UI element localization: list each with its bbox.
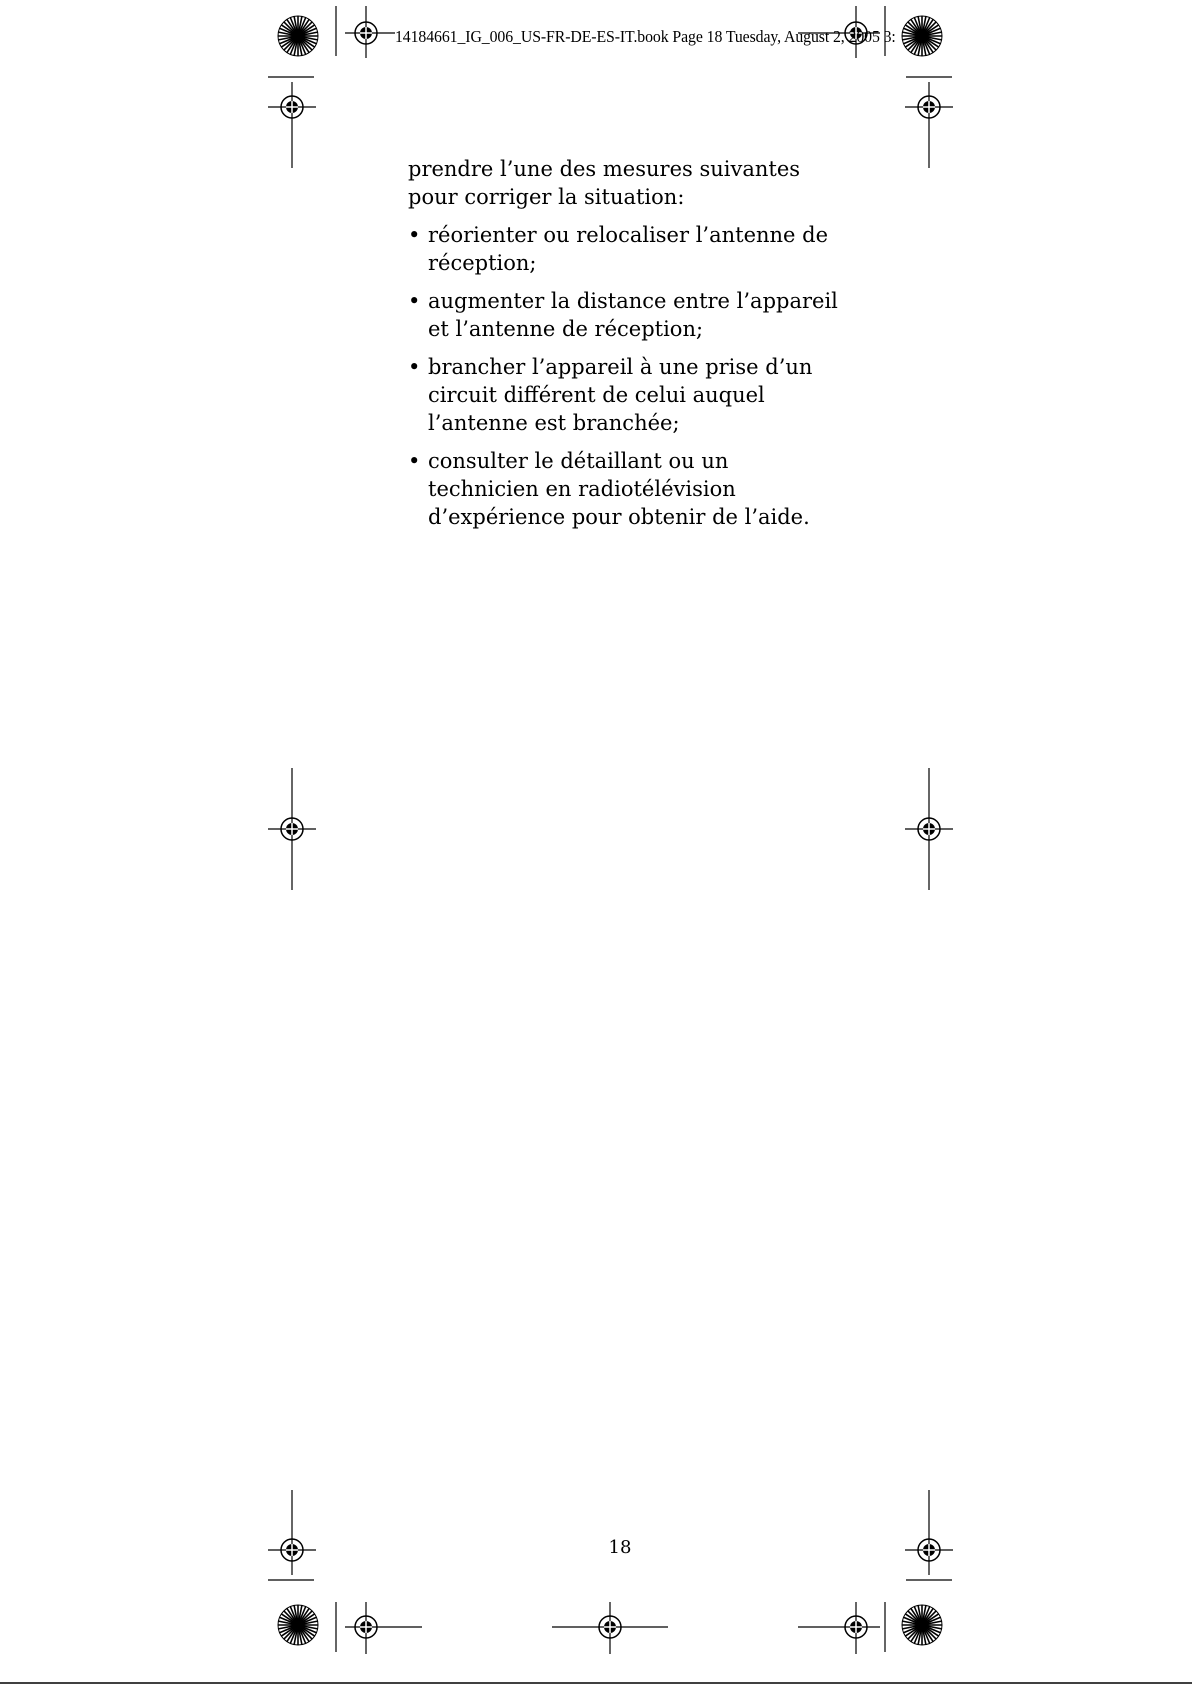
crop-mark-bottom-left: [268, 1490, 316, 1580]
list-item-text: augmenter la distance entre l’appareil et l’antenne de réception;: [428, 289, 838, 341]
registration-mark-bottom-right: [798, 1602, 885, 1654]
color-target-bottom-right: [902, 1605, 942, 1645]
color-target-top-left: [278, 16, 318, 56]
book-header-slug: 14184661_IG_006_US-FR-DE-ES-IT.book Page 18 Tuesday, August 2, 2005 3:: [395, 27, 896, 46]
registration-mark-middle-left: [268, 768, 316, 890]
bullet-icon: •: [408, 289, 421, 313]
list-item-text: consulter le détaillant ou un technicien en radiotélévision d’expérience pour obtenir de l’aide.: [428, 449, 810, 529]
list-item-text: brancher l’appareil à une prise d’un circuit différent de celui auquel l’antenne est branchée;: [428, 355, 813, 435]
page-number: 18: [608, 1537, 632, 1558]
bullet-icon: •: [408, 223, 421, 247]
list-item: [408, 353, 838, 437]
bullet-icon: •: [408, 449, 421, 473]
crop-mark-top-right: [905, 77, 953, 168]
crop-mark-bottom-right: [905, 1490, 953, 1580]
measures-list: [408, 221, 838, 531]
body-text: [408, 155, 838, 541]
list-item: [408, 447, 838, 531]
list-item-text: réorienter ou relocaliser l’antenne de réception;: [428, 223, 829, 275]
list-item: [408, 221, 838, 277]
color-target-bottom-left: [278, 1605, 318, 1645]
intro-paragraph: prendre l’une des mesures suivantes pour corriger la situation:: [408, 157, 801, 209]
registration-mark-bottom-left: [336, 1602, 422, 1654]
registration-mark-middle-right: [905, 768, 953, 890]
list-item: [408, 287, 838, 343]
registration-mark-top-center-left: [336, 6, 395, 58]
registration-mark-bottom-center: [552, 1602, 668, 1654]
crop-mark-top-left: [268, 77, 316, 168]
bullet-icon: •: [408, 355, 421, 379]
